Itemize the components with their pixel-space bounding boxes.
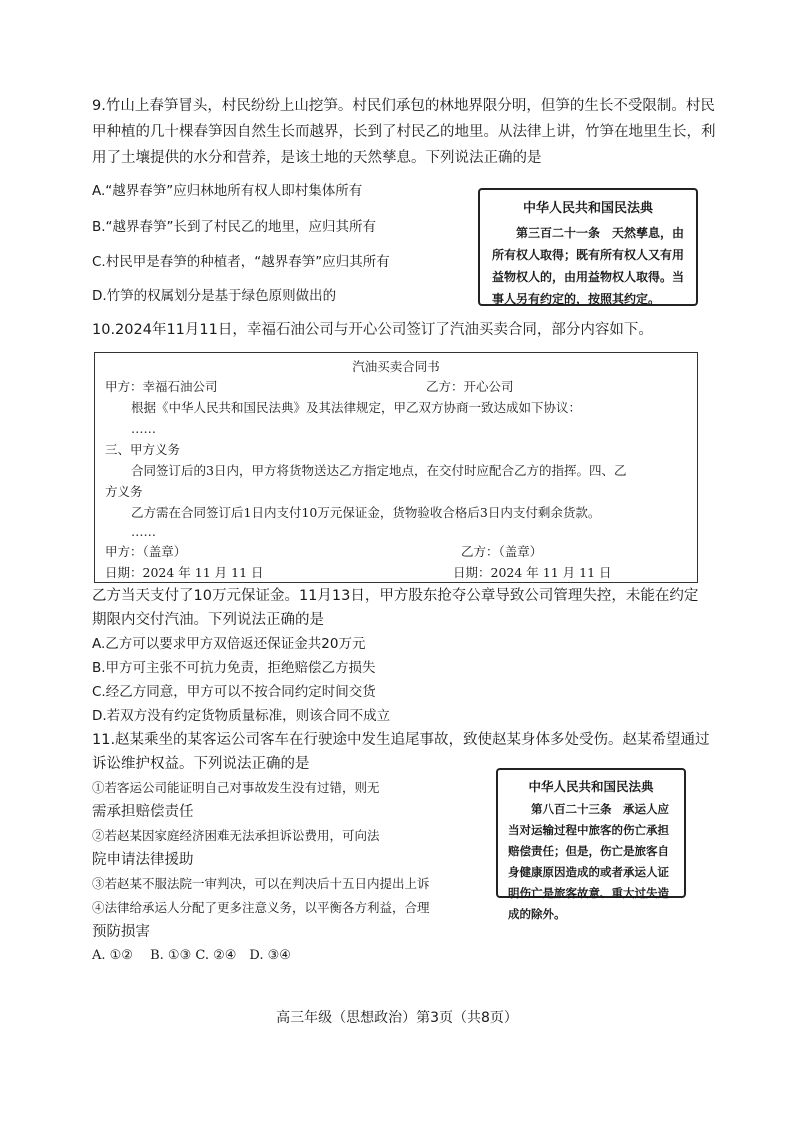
contract-section-3-text: 合同签订后的3日内，甲方将货物送达乙方指定地点，在交付时应配合乙方的指挥。四、乙 [131,463,627,478]
q9-option-b: B.“越界春笋”长到了村民乙的地里，应归其所有 [92,219,377,235]
q11-item-1: ①若客运公司能证明自己对事故发生没有过错，则无 [92,780,380,795]
q9-stem-line-1: 9.竹山上春笋冒头，村民纷纷上山挖笋。村民们承包的林地界限分明，但笋的生长不受限制。村民 [92,98,715,114]
q9-stem-line-3: 用了土壤提供的水分和营养，是该土地的天然孳息。下列说法正确的是 [92,150,542,166]
q11-item-2-cont: 院申请法律援助 [92,852,194,868]
q11-stem-line-2: 诉讼维护权益。下列说法正确的是 [92,756,310,772]
law-box-body: 第八百二十三条 承运人应当对运输过程中旅客的伤亡承担赔偿责任；但是，伤亡是旅客自身健康原因造成的或者承运人证明伤亡是旅客故意、重大过失造成的除外。 [508,802,669,921]
q9-stem-line-2: 甲种植的几十棵春笋因自然生长而越界，长到了村民乙的地里。从法律上讲，竹笋在地里生长，利 [92,124,716,140]
q10-after-line-1: 乙方当天支付了10万元保证金。11月13日，甲方股东抢夺公章导致公司管理失控，未能在约定 [92,588,699,604]
q9-option-d: D.竹笋的权属划分是基于绿色原则做出的 [92,288,337,304]
q11-law-box [496,768,686,921]
q10-option-c: C.经乙方同意，甲方可以不按合同约定时间交货 [92,684,376,700]
q9-option-c: C.村民甲是春笋的种植者，“越界春笋”应归其所有 [92,254,390,270]
contract-section-3-cont: 方义务 [105,484,143,499]
contract-party-b: 乙方：开心公司 [426,379,514,394]
contract-section-3: 三、甲方义务 [105,442,181,457]
contract-ellipsis: …… [131,421,156,436]
law-box-title: 中华人民共和国民法典 [528,779,654,794]
q11-item-4: ④法律给承运人分配了更多注意义务，以平衡各方利益，合理 [92,900,430,915]
contract-date-a: 日期：2024 年 11 月 11 日 [105,565,264,580]
q9-option-a: A.“越界春笋”应归林地所有权人即村集体所有 [92,183,363,199]
q11-item-4-cont: 预防损害 [92,924,150,940]
contract-section-4-text: 乙方需在合同签订后1日内支付10万元保证金，货物验收合格后3日内支付剩余货款。 [131,505,601,520]
contract-ellipsis: …… [131,524,156,539]
q11-choices: A. ①② B. ①③ C. ②④ D. ③④ [92,948,291,963]
law-box-body: 第三百二十一条 天然孳息，由所有权人取得；既有所有权人又有用益物权人的，由用益物权人取得。当事人另有约定的，按照其约定。 [492,226,685,306]
contract-sign-a: 甲方：（盖章） [105,544,187,559]
q11-stem-line-1: 11.赵某乘坐的某客运公司客车在行驶途中发生追尾事故，致使赵某身体多处受伤。赵某希望通过 [92,732,710,748]
contract-date-b: 日期：2024 年 11 月 11 日 [453,565,612,580]
q11-item-1-cont: 需承担赔偿责任 [92,804,194,820]
q10-option-b: B.甲方可主张不可抗力免责，拒绝赔偿乙方损失 [92,660,376,676]
contract-party-a: 甲方：幸福石油公司 [105,379,218,394]
contract-box [94,352,698,583]
page-footer: 高三年级（思想政治）第3页（共8页） [276,1010,518,1026]
q10-option-a: A.乙方可以要求甲方双倍返还保证金共20万元 [92,636,366,652]
law-box-title: 中华人民共和国民法典 [522,201,653,216]
q10-intro: 10.2024年11月11日，幸福石油公司与开心公司签订了汽油买卖合同，部分内容如下。 [92,322,653,338]
q11-item-2: ②若赵某因家庭经济困难无法承担诉讼费用，可向法 [92,828,380,843]
q9-law-box [478,188,698,306]
contract-title: 汽油买卖合同书 [352,359,440,374]
contract-sign-b: 乙方：（盖章） [461,544,543,559]
q10-option-d: D.若双方没有约定货物质量标准，则该合同不成立 [92,708,391,724]
contract-preamble: 根据《中华人民共和国民法典》及其法律规定，甲乙双方协商一致达成如下协议： [131,400,582,415]
q11-item-3: ③若赵某不服法院一审判决，可以在判决后十五日内提出上诉 [92,876,430,891]
q10-after-line-2: 期限内交付汽油。下列说法正确的是 [92,612,324,628]
